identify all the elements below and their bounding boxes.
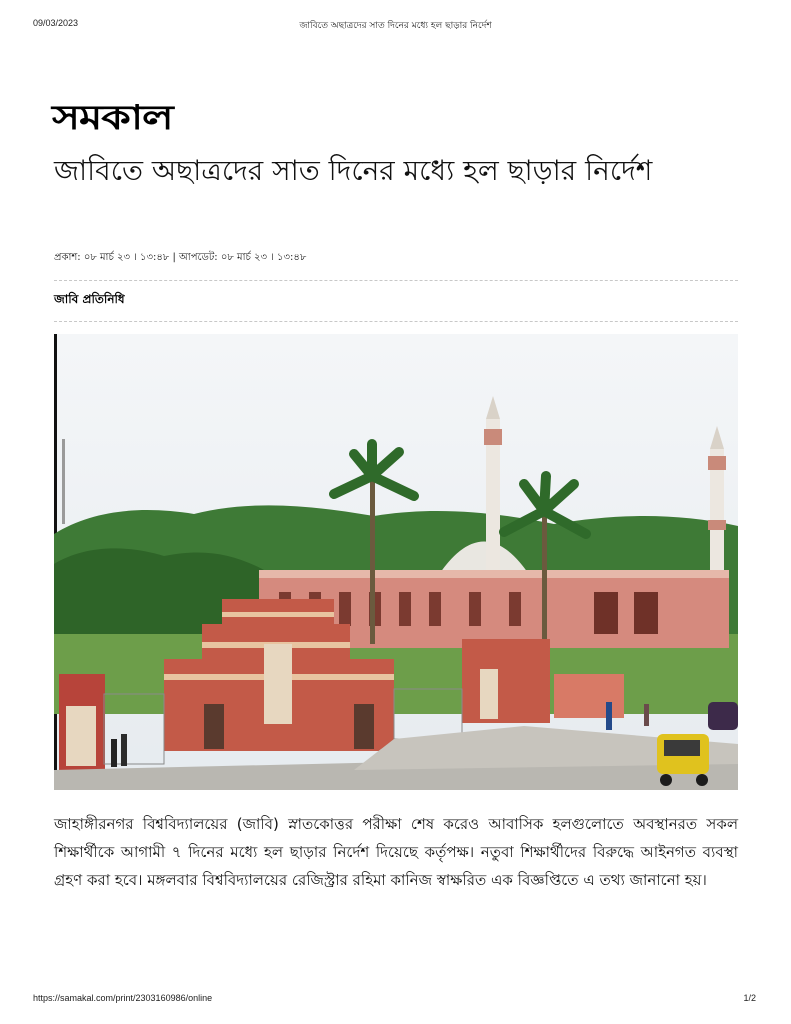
article-photo	[54, 334, 738, 790]
article-headline: জাবিতে অছাত্রদের সাত দিনের মধ্যে হল ছাড়ার নির্দেশ	[54, 154, 653, 187]
publish-meta: প্রকাশ: ০৮ মার্চ ২৩ । ১৩:৪৮ | আপডেট: ০৮ মার্চ ২৩ । ১৩:৪৮	[54, 252, 307, 263]
divider-top	[54, 280, 738, 281]
print-header-title: জাবিতে অছাত্রদের সাত দিনের মধ্যে হল ছাড়ার নির্দেশ	[299, 21, 492, 31]
print-date: 09/03/2023	[33, 18, 79, 28]
article-body: জাহাঙ্গীরনগর বিশ্ববিদ্যালয়ের (জাবি) স্নাতকোত্তর পরীক্ষা শেষ করেও আবাসিক হলগুলোতে অবস্থানরত সকল শিক্ষার্থীকে আগামী ৭ দিনের মধ্যে হল ছাড়ার নির্দেশ দিয়েছে কর্তৃপক্ষ। নতুবা শিক্ষার্থীদের বিরুদ্ধে আইনগত ব্যবস্থা গ্রহণ করা হবে। মঙ্গলবার বিশ্ববিদ্যালয়ের রেজিস্ট্রার রহিমা কানিজ স্বাক্ষরিত এক বিজ্ঞপ্তিতে এ তথ্য জানানো হয়।	[54, 815, 738, 889]
print-footer-url: https://samakal.com/print/2303160986/online	[33, 993, 213, 1003]
byline: জাবি প্রতিনিধি	[54, 292, 125, 306]
page-number: 1/2	[743, 993, 756, 1003]
divider-bottom	[54, 321, 738, 322]
samakal-logo: সমকাল	[52, 98, 173, 138]
